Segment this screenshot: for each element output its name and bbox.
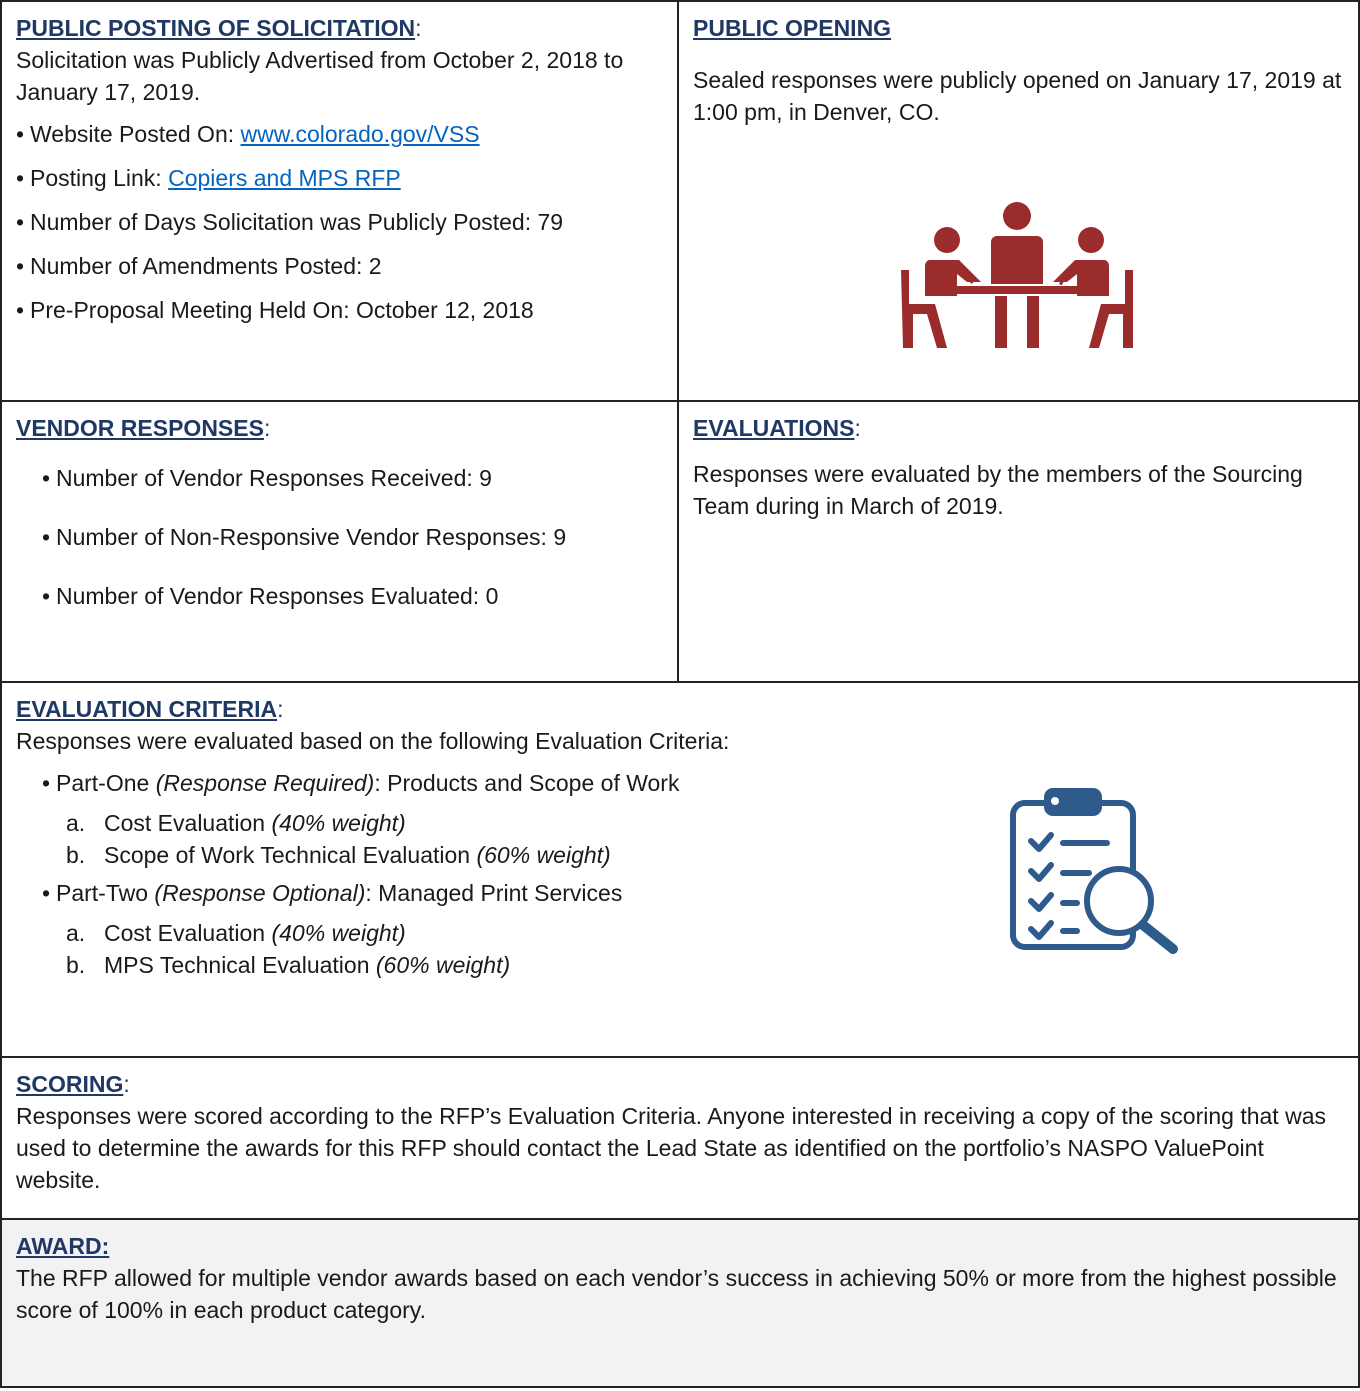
posting-link[interactable]: Copiers and MPS RFP [168,165,401,191]
row-scoring [0,1058,1360,1220]
meeting-table-icon [899,200,1135,350]
row-vendor-evaluations [0,402,1360,683]
posting-intro: Solicitation was Publicly Advertised from October 2, 2018 to January 17, 2019. [16,47,624,105]
list-item: • Number of Amendments Posted: 2 [16,250,663,282]
posting-heading: PUBLIC POSTING OF SOLICITATION [16,15,416,41]
list-item: • Number of Days Solicitation was Publicly Posted: 79 [16,206,663,238]
criteria-cell: EVALUATION CRITERIA: Responses were evaluated based on the following Evaluation Criteria: • Part-One (Response Required): Products and Scope of Work a. Cost Evaluation (40% weight) b. Scope of Work Technical Evaluation (60% weight) • Part-Two (Response Optional): Managed Print Services a. Cost Evaluation (40% weight) b. MPS Technical Evaluation (60% weight) [0,683,1360,1056]
scoring-heading: SCORING [16,1071,124,1097]
award-heading: AWARD: [16,1233,110,1259]
criteria-item: a. Cost Evaluation (40% weight) [66,920,406,946]
list-item: • Number of Vendor Responses Evaluated: 0 [42,580,663,612]
list-item: • Part-Two (Response Optional): Managed Print Services [42,877,1344,909]
award-cell [0,1220,1360,1386]
row-award [0,1220,1360,1388]
opening-text: Sealed responses were publicly opened on January 17, 2019 at 1:00 pm, in Denver, CO. [693,67,1342,125]
award-text: The RFP allowed for multiple vendor awards based on each vendor’s success in achieving 50% or more from the highest possible score of 100% in each product category. [16,1265,1337,1323]
criteria-intro: Responses were evaluated based on the following Evaluation Criteria: [16,728,730,754]
list-item: • Part-One (Response Required): Products and Scope of Work [42,767,1344,799]
opening-heading: PUBLIC OPENING [693,15,892,41]
row-criteria [0,683,1360,1058]
evaluations-text: Responses were evaluated by the members of the Sourcing Team during in March of 2019. [693,461,1303,519]
evaluations-cell: EVALUATIONS: Responses were evaluated by the members of the Sourcing Team during in March of 2019. [679,402,1360,681]
criteria-item: a. Cost Evaluation (40% weight) [66,810,406,836]
list-item: • Number of Vendor Responses Received: 9 [42,462,663,494]
vendor-cell: VENDOR RESPONSES: • Number of Vendor Responses Received: 9 • Number of Non-Responsive Vendor Responses: 9 • Number of Vendor Responses Evaluated: 0 [0,402,679,681]
criteria-item: b. Scope of Work Technical Evaluation (60% weight) [66,842,611,868]
vendor-heading: VENDOR RESPONSES [16,415,264,441]
criteria-heading: EVALUATION CRITERIA [16,696,278,722]
criteria-item: b. MPS Technical Evaluation (60% weight) [66,952,511,978]
evaluations-heading: EVALUATIONS [693,415,855,441]
list-item: • Pre-Proposal Meeting Held On: October 12, 2018 [16,294,663,326]
list-item: • Website Posted On: www.colorado.gov/VSS [16,118,663,150]
clipboard-search-icon [1007,783,1183,955]
posting-cell: PUBLIC POSTING OF SOLICITATION: Solicitation was Publicly Advertised from October 2, 2018 to January 17, 2019. • Website Posted On: www.colorado.gov/VSS • Posting Link: Copiers and MPS RFP • Number of Days Solicitation was Publicly Posted: 79 • Number of Amendments Posted: 2 • Pre-Proposal Meeting Held On: October 12, 2018 [0,2,679,400]
row-posting-opening [0,0,1360,402]
scoring-cell: SCORING: Responses were scored according to the RFP’s Evaluation Criteria. Anyone interested in receiving a copy of the scoring that was used to determine the awards for this RFP should contact the Lead State as identified on the portfolio’s NASPO ValuePoint website. [0,1058,1360,1218]
list-item: • Number of Non-Responsive Vendor Responses: 9 [42,521,663,553]
posting-list [16,118,663,326]
website-link[interactable]: www.colorado.gov/VSS [240,121,480,147]
opening-cell [679,2,1360,400]
list-item: • Posting Link: Copiers and MPS RFP [16,162,663,194]
scoring-text: Responses were scored according to the RFP’s Evaluation Criteria. Anyone interested in receiving a copy of the scoring that was used to determine the awards for this RFP should contact the Lead State as identified on the portfolio’s NASPO ValuePoint website. [16,1103,1326,1193]
vendor-list [16,462,663,612]
